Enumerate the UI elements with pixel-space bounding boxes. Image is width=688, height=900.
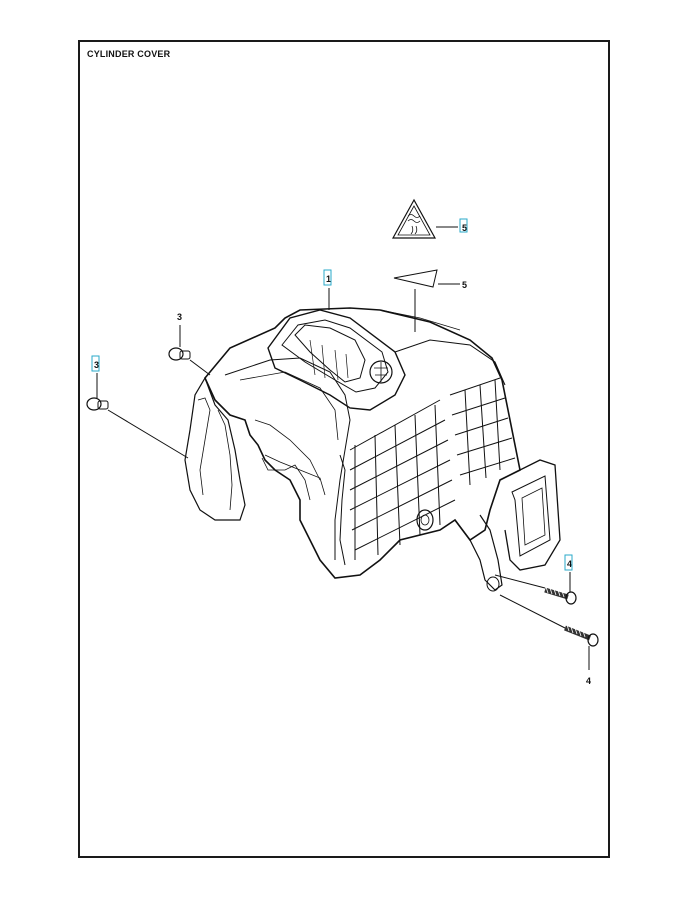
callout-1-cylinder-cover: 1 [326, 274, 332, 284]
triangle-decal [394, 270, 460, 332]
screw-3-upper [169, 325, 210, 375]
screw-3-lower [87, 373, 188, 458]
warning-decal [393, 200, 458, 238]
screw-4-lower [500, 595, 598, 670]
cylinder-cover [185, 308, 560, 591]
screw-4-upper [495, 572, 576, 604]
callout-3-lower-screw: 3 [94, 360, 100, 370]
callout-5-warning-decal: 5 [462, 223, 468, 233]
callout-4-upper-screw: 4 [567, 559, 573, 569]
callout-3-upper-screw: 3 [177, 312, 183, 322]
callout-5-triangle-decal: 5 [462, 280, 468, 290]
diagram-title: CYLINDER COVER [87, 49, 171, 59]
callout-4-lower-screw: 4 [586, 676, 592, 686]
